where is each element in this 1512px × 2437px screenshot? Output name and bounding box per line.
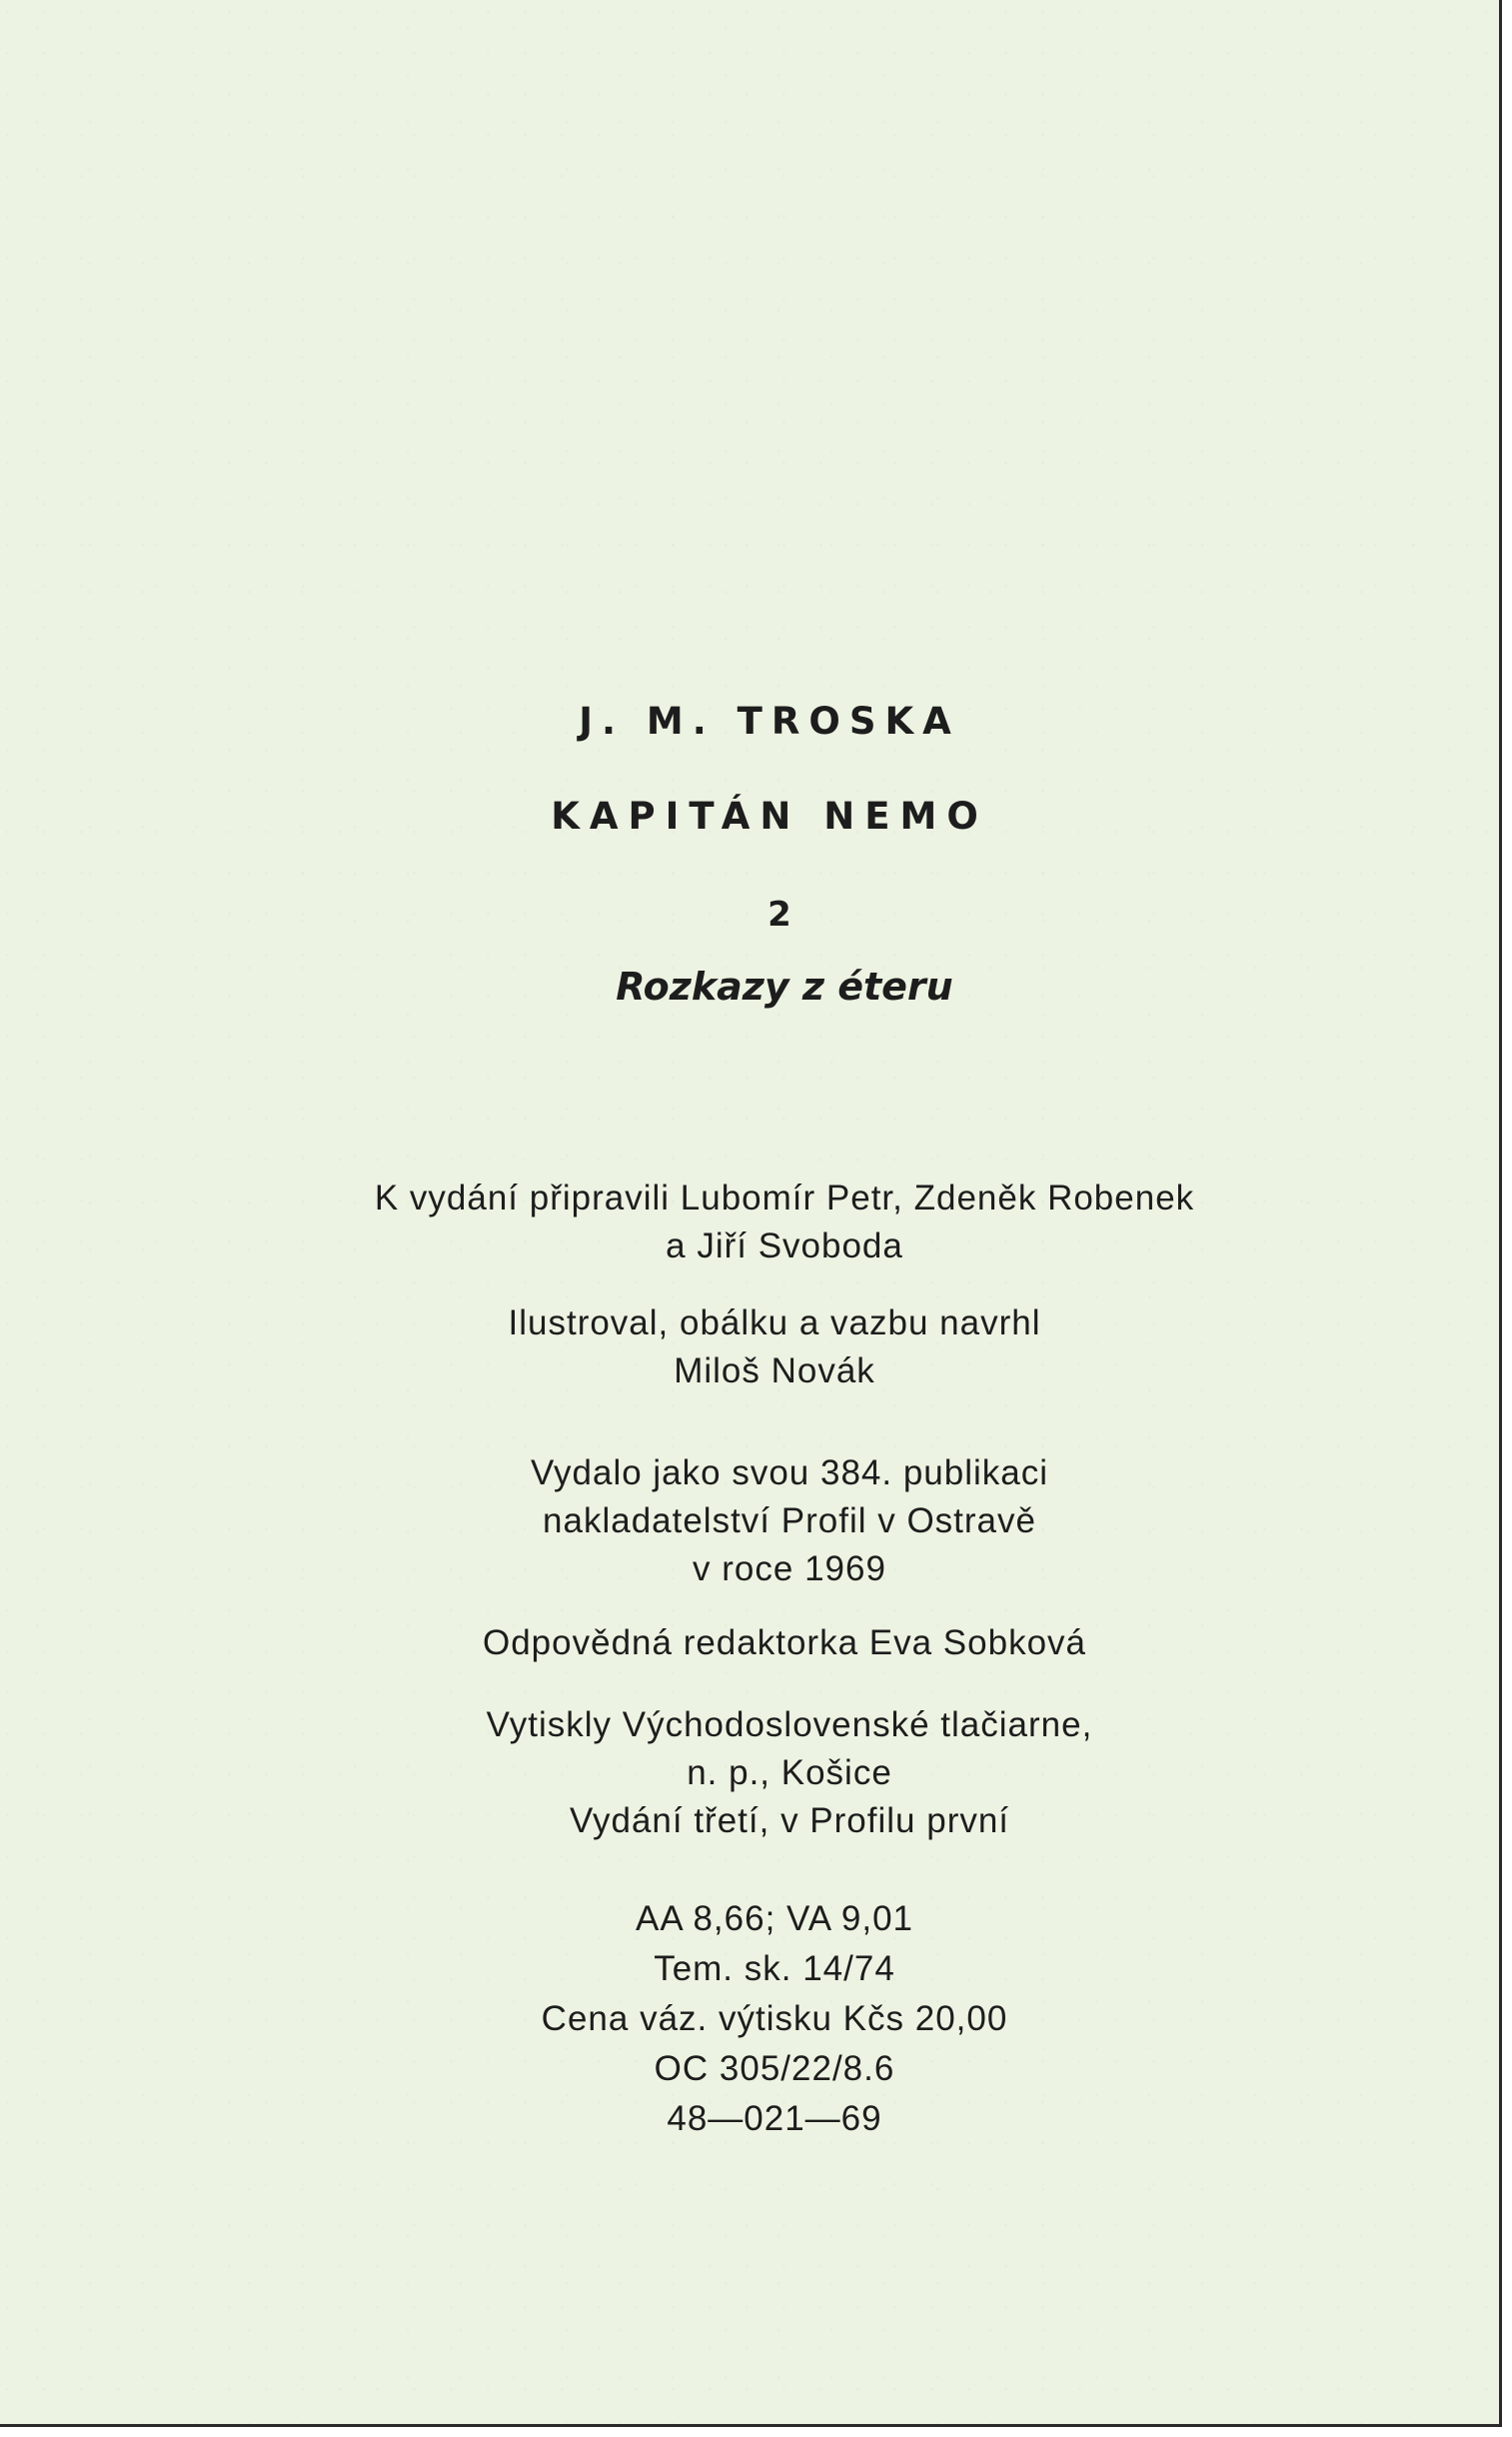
- book-subtitle: Rozkazy z éteru: [616, 965, 953, 1009]
- code-line-price: Cena váz. výtisku Kčs 20,00: [541, 1999, 1008, 2038]
- code-line-oc: OC 305/22/8.6: [654, 2049, 895, 2088]
- printer-line-1: Vytiskly Východoslovenské tlačiarne,: [486, 1705, 1093, 1744]
- publisher-line-1: Vydalo jako svou 384. publikaci: [530, 1453, 1049, 1492]
- illustrated-by-line-2: Miloš Novák: [674, 1351, 875, 1390]
- edition-line: Vydání třetí, v Profilu první: [569, 1801, 1010, 1840]
- code-line-number: 48—021—69: [667, 2099, 882, 2138]
- editor-credit: Odpovědná redaktorka Eva Sobková: [482, 1623, 1087, 1662]
- illustrated-by-credit: [25, 1299, 1502, 1395]
- book-volume-number: 2: [767, 895, 791, 935]
- prepared-by-line-2: a Jiří Svoboda: [666, 1226, 903, 1265]
- prepared-by-line-1: K vydání připravili Lubomír Petr, Zdeněk Robenek: [374, 1179, 1195, 1218]
- code-line-aa-va: AA 8,66; VA 9,01: [635, 1899, 914, 1938]
- publisher-line-3: v roce 1969: [693, 1549, 886, 1588]
- book-title: KAPITÁN NEMO: [551, 795, 988, 838]
- printer-credit: [40, 1701, 1502, 1845]
- catalog-codes: [25, 1894, 1502, 2144]
- prepared-by-credit: [35, 1175, 1502, 1270]
- publisher-credit: [40, 1449, 1502, 1593]
- code-line-tem: Tem. sk. 14/74: [654, 1949, 895, 1988]
- book-author: J. M. TROSKA: [579, 700, 960, 743]
- publisher-line-2: nakladatelství Profil v Ostravě: [543, 1501, 1036, 1540]
- illustrated-by-line-1: Ilustroval, obálku a vazbu navrhl: [508, 1303, 1041, 1342]
- printer-line-2: n. p., Košice: [687, 1753, 892, 1792]
